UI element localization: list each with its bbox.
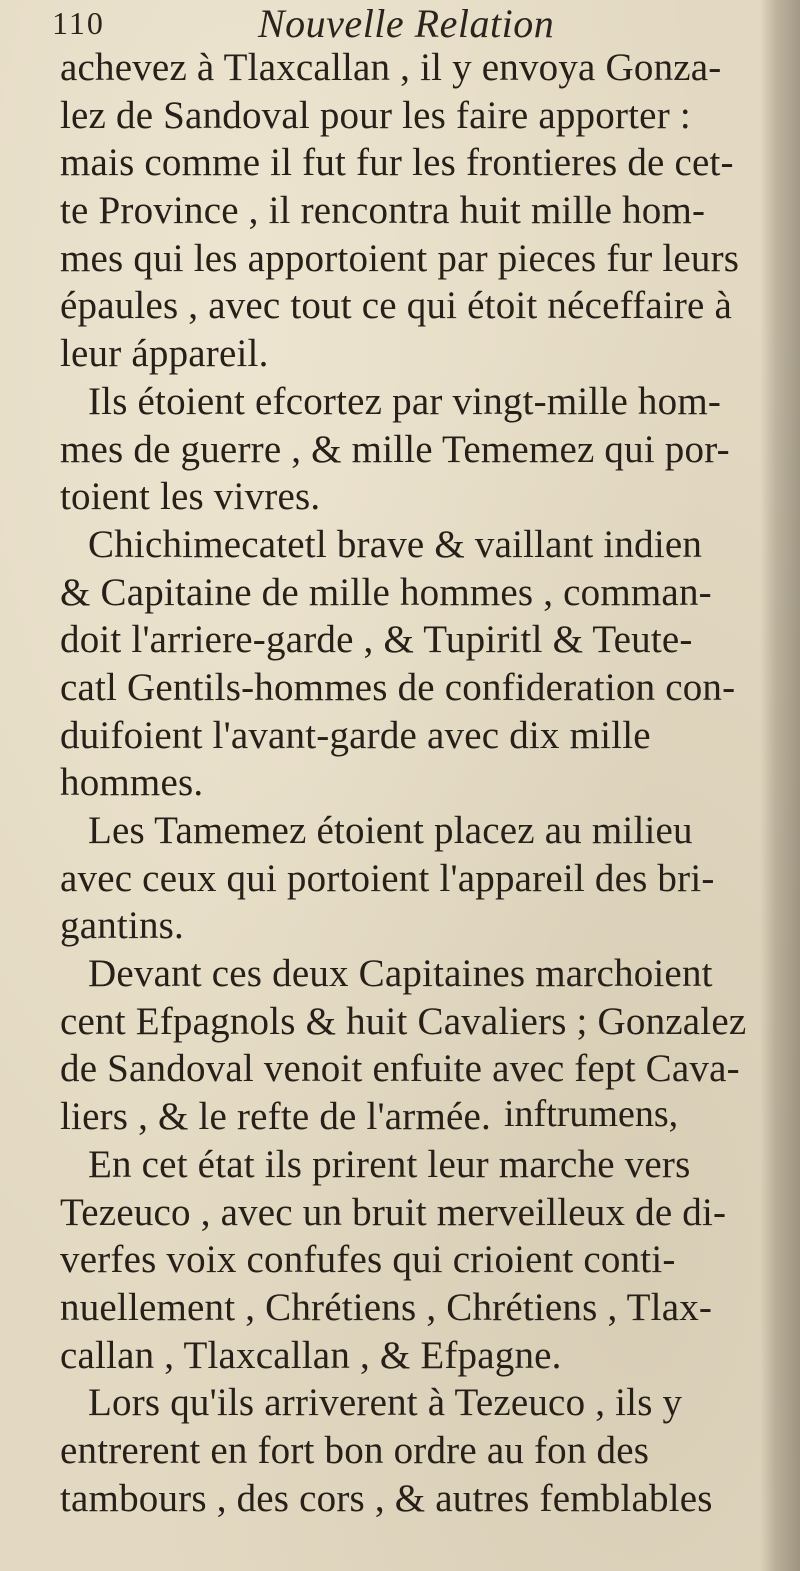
text-line: te Province , il rencontra huit mille hom- — [60, 189, 706, 233]
text-line: mes de guerre , & mille Tememez qui por- — [60, 427, 730, 471]
text-line: achevez à Tlaxcallan , il y envoya Gonza- — [60, 46, 722, 89]
paragraph-start-line: Devant ces deux Capitaines marchoient — [88, 952, 713, 996]
text-line: mes qui les apportoient par pieces fur leurs — [60, 236, 740, 280]
text-line: Tezeuco , avec un bruit merveilleux de di- — [60, 1190, 727, 1234]
body-text — [60, 44, 770, 1522]
text-line: avec ceux qui portoient l'appareil des bri- — [60, 856, 715, 900]
text-line: catl Gentils-hommes de confideration con- — [60, 665, 736, 709]
text-line: tambours , des cors , & autres femblables — [60, 1476, 713, 1520]
catchword: inftrumens, — [504, 1093, 679, 1135]
text-line: leur áppareil. — [60, 332, 269, 376]
text-line: cent Efpagnols & huit Cavaliers ; Gonzalez — [60, 999, 747, 1043]
running-title: Nouvelle Relation — [258, 1, 555, 46]
paragraph-start-line: Les Tamemez étoient placez au milieu — [88, 809, 693, 852]
paragraph-start-line: Ils étoient efcortez par vingt-mille hom- — [88, 379, 722, 423]
paragraph-start-line: Chichimecatetl brave & vaillant indien — [88, 522, 703, 566]
text-line: entrerent en fort bon ordre au fon des — [60, 1428, 650, 1472]
page-number: 110 — [52, 5, 105, 41]
text-line: lez de Sandoval pour les faire apporter : — [60, 93, 691, 137]
paragraph-start-line: Lors qu'ils arriverent à Tezeuco , ils y — [88, 1381, 683, 1425]
text-line: toient les vivres. — [60, 475, 321, 519]
text-line: hommes. — [60, 761, 204, 805]
paragraph-start-line: En cet état ils prirent leur marche vers — [88, 1142, 691, 1186]
text-line: épaules , avec tout ce qui étoit néceffaire à — [60, 284, 733, 328]
text-line: mais comme il fut fur les frontieres de cet- — [60, 141, 734, 185]
text-line: verfes voix confufes qui crioient conti- — [60, 1238, 676, 1282]
text-line: doit l'arriere-garde , & Tupiritl & Teute- — [60, 618, 693, 662]
text-line: callan , Tlaxcallan , & Efpagne. — [60, 1333, 562, 1377]
text-line: de Sandoval venoit enfuite avec fept Cava- — [60, 1047, 740, 1091]
text-line: & Capitaine de mille hommes , comman- — [60, 570, 712, 614]
text-line: duifoient l'avant-garde avec dix mille — [60, 713, 651, 757]
text-line: gantins. — [60, 904, 185, 948]
text-line: liers , & le refte de l'armée. — [60, 1095, 491, 1139]
text-line: nuellement , Chrétiens , Chrétiens , Tlax- — [60, 1285, 713, 1329]
